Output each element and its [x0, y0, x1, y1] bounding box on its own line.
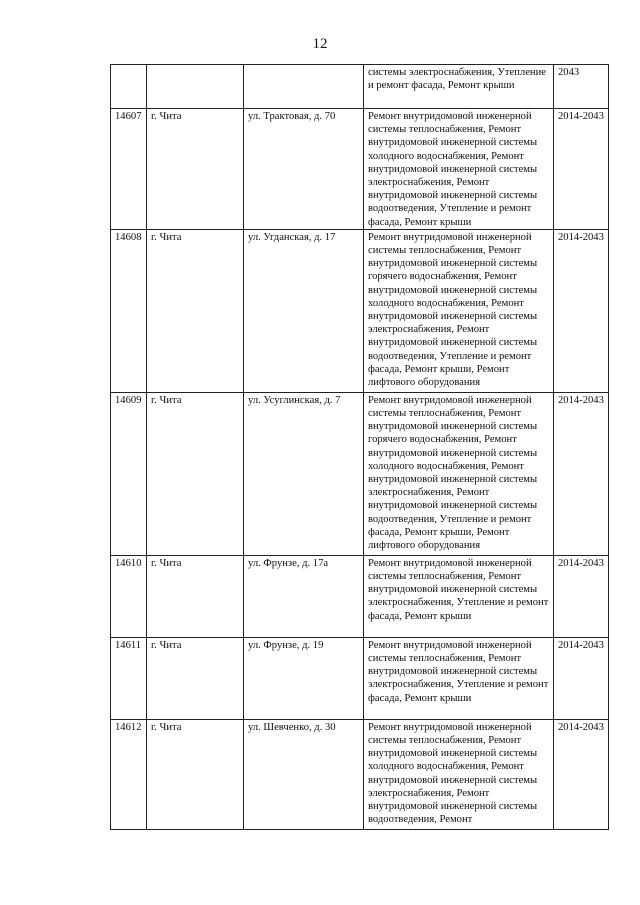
- house-number-cell: 14612: [111, 719, 147, 829]
- period-cell: 2043: [554, 65, 609, 109]
- address-cell: ул. Шевченко, д. 30: [244, 719, 364, 829]
- works-cell: Ремонт внутридомовой инженерной системы теплоснабжения, Ремонт внутридомовой инженерной системы горячего водоснабжения, Ремонт внутридомовой инженерной системы холодного водоснабжения, Ремонт внутридомовой инженерной системы электроснабжения, Ремонт внутридомовой инженерной системы водоотведения, Утепление и ремонт фасада, Ремонт крыши, Ремонт лифтового оборудования: [364, 229, 554, 392]
- table-row: [111, 719, 609, 829]
- period-cell: 2014-2043: [554, 392, 609, 555]
- period-cell: 2014-2043: [554, 229, 609, 392]
- table-row: [111, 229, 609, 392]
- city-cell: [147, 65, 244, 109]
- table-row: [111, 555, 609, 637]
- table-row: [111, 392, 609, 555]
- works-cell: Ремонт внутридомовой инженерной системы теплоснабжения, Ремонт внутридомовой инженерной системы электроснабжения, Утепление и ремонт фасада, Ремонт крыши: [364, 637, 554, 719]
- address-cell: ул. Фрунзе, д. 17а: [244, 555, 364, 637]
- works-cell: Ремонт внутридомовой инженерной системы теплоснабжения, Ремонт внутридомовой инженерной системы холодного водоснабжения, Ремонт внутридомовой инженерной системы электроснабжения, Ремонт внутридомовой инженерной системы водоотведения, Ремонт: [364, 719, 554, 829]
- city-cell: г. Чита: [147, 719, 244, 829]
- works-cell: Ремонт внутридомовой инженерной системы теплоснабжения, Ремонт внутридомовой инженерной системы электроснабжения, Утепление и ремонт фасада, Ремонт крыши: [364, 555, 554, 637]
- city-cell: г. Чита: [147, 392, 244, 555]
- table-row: [111, 65, 609, 109]
- house-number-cell: 14607: [111, 109, 147, 230]
- table-row: [111, 109, 609, 230]
- city-cell: г. Чита: [147, 637, 244, 719]
- house-number-cell: 14609: [111, 392, 147, 555]
- house-number-cell: 14610: [111, 555, 147, 637]
- address-cell: ул. Усуглинская, д. 7: [244, 392, 364, 555]
- house-number-cell: 14608: [111, 229, 147, 392]
- table-row: [111, 637, 609, 719]
- address-cell: ул. Трактовая, д. 70: [244, 109, 364, 230]
- repair-schedule-table: [110, 64, 609, 830]
- works-cell: системы электроснабжения, Утепление и ремонт фасада, Ремонт крыши: [364, 65, 554, 109]
- address-cell: ул. Угданская, д. 17: [244, 229, 364, 392]
- period-cell: 2014-2043: [554, 719, 609, 829]
- address-cell: ул. Фрунзе, д. 19: [244, 637, 364, 719]
- works-cell: Ремонт внутридомовой инженерной системы теплоснабжения, Ремонт внутридомовой инженерной системы горячего водоснабжения, Ремонт внутридомовой инженерной системы холодного водоснабжения, Ремонт внутридомовой инженерной системы электроснабжения, Ремонт внутридомовой инженерной системы водоотведения, Утепление и ремонт фасада, Ремонт крыши, Ремонт лифтового оборудования: [364, 392, 554, 555]
- house-number-cell: [111, 65, 147, 109]
- period-cell: 2014-2043: [554, 637, 609, 719]
- city-cell: г. Чита: [147, 555, 244, 637]
- works-cell: Ремонт внутридомовой инженерной системы теплоснабжения, Ремонт внутридомовой инженерной системы холодного водоснабжения, Ремонт внутридомовой инженерной системы электроснабжения, Ремонт внутридомовой инженерной системы водоотведения, Утепление и ремонт фасада, Ремонт крыши: [364, 109, 554, 230]
- city-cell: г. Чита: [147, 229, 244, 392]
- page-number: 12: [312, 36, 328, 52]
- address-cell: [244, 65, 364, 109]
- house-number-cell: 14611: [111, 637, 147, 719]
- period-cell: 2014-2043: [554, 109, 609, 230]
- city-cell: г. Чита: [147, 109, 244, 230]
- period-cell: 2014-2043: [554, 555, 609, 637]
